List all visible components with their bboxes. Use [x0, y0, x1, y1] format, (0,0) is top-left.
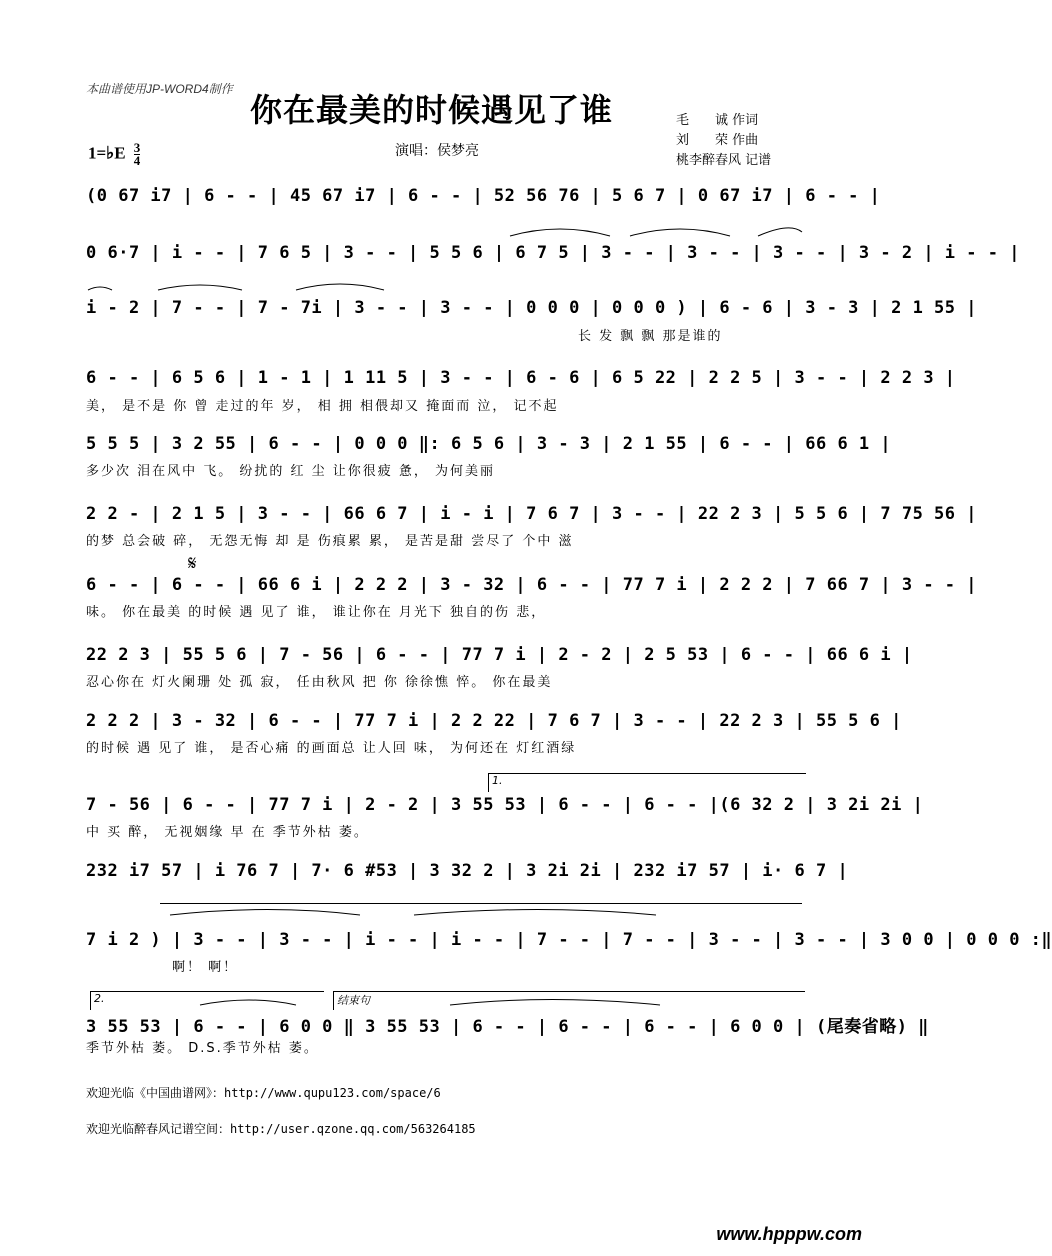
time-signature [134, 142, 141, 167]
score-line-5: 5 5 5 | 3 2 55 | 6 - - | 0 0 0 ‖: 6 5 6 | 3 - 3 | 2 1 55 | 6 - - | 66 6 1 | [86, 434, 892, 454]
score-line-11: 232 i7 57 | i 76 7 | 7· 6 #53 | 3 32 2 | 3 2i 2i | 232 i7 57 | i· 6 7 | [86, 861, 849, 881]
footer-link-2-url[interactable]: http://user.qzone.qq.com/563264185 [230, 1122, 476, 1136]
lyric-line-5: 多少次 泪在风中 飞。 纷扰的 红 尘 让你很疲 惫， 为何美丽 [86, 464, 496, 479]
footer-link-2-prefix: 欢迎光临醉春风记谱空间： [86, 1122, 231, 1136]
footer-link-1-url[interactable]: http://www.qupu123.com/space/6 [224, 1086, 441, 1100]
score-line-8: 22 2 3 | 55 5 6 | 7 - 56 | 6 - - | 77 7 i | 2 - 2 | 2 5 53 | 6 - - | 66 6 i | [86, 645, 913, 665]
tie-arc [296, 284, 384, 290]
tie-arc [170, 910, 360, 916]
key-label: 1=♭E [88, 143, 126, 163]
segno-sign: 𝄋 [188, 551, 197, 575]
key-signature [88, 142, 140, 167]
tie-arc [414, 910, 656, 916]
tie-arc [510, 229, 610, 236]
score-line-2: 0 6·7 | i - - | 7 6 5 | 3 - - | 5 5 6 | 6 7 5 | 3 - - | 3 - - | 3 - - | 3 - 2 | i - - | [86, 243, 1020, 263]
lyricist-credit: 毛 诚 作词 [676, 113, 759, 128]
lyric-line-12: 啊！ 啊！ [172, 960, 239, 975]
score-line-12: 7 i 2 ) | 3 - - | 3 - - | i - - | i - - | 7 - - | 7 - - | 3 - - | 3 - - | 3 0 0 | 0 0 0 :‖ [86, 930, 1052, 950]
footer-link-2[interactable] [86, 1120, 476, 1137]
volta-2: 2. [90, 991, 324, 1010]
lyric-line-7: 味。 你在最美 的时候 遇 见了 谁， 谁让你在 月光下 独自的伤 悲， [86, 605, 547, 620]
singer-credit: 演唱：侯梦亮 [395, 143, 479, 159]
lyric-line-9: 的时候 遇 见了 谁， 是否心痛 的画面总 让人回 味， 为何还在 灯红酒绿 [86, 741, 577, 756]
tie-arc [158, 285, 242, 290]
tie-arc [630, 229, 730, 236]
site-watermark: www.hpppw.com [716, 1224, 862, 1244]
tie-arc [758, 228, 802, 236]
meter-top: 3 [133, 140, 141, 155]
software-note: 本曲谱使用JP-WORD4制作 [86, 82, 233, 96]
transcriber-credit: 桃李醉春风 记谱 [676, 153, 772, 168]
score-line-6: 2 2 - | 2 1 5 | 3 - - | 66 6 7 | i - i | 7 6 7 | 3 - - | 22 2 3 | 5 5 6 | 7 75 56 | [86, 504, 977, 524]
lyric-line-4: 美， 是不是 你 曾 走过的年 岁， 相 拥 相偎却又 掩面而 泣， 记不起 [86, 399, 559, 414]
score-line-1: (0 67 i7 | 6 - - | 45 67 i7 | 6 - - | 52 56 76 | 5 6 7 | 0 67 i7 | 6 - - | [86, 186, 881, 206]
meter-bottom: 4 [133, 153, 141, 168]
lyric-line-10: 中 买 醉， 无视姻缘 早 在 季节外枯 萎。 [86, 825, 369, 840]
lyric-line-6: 的梦 总会破 碎， 无怨无悔 却 是 伤痕累 累， 是苦是甜 尝尽了 个中 滋 [86, 534, 574, 549]
score-line-9: 2 2 2 | 3 - 32 | 6 - - | 77 7 i | 2 2 22 | 7 6 7 | 3 - - | 22 2 3 | 55 5 6 | [86, 711, 902, 731]
ending-label: 结束句 [333, 991, 805, 1010]
composer-credit: 刘 荣 作曲 [676, 133, 759, 148]
lyric-line-13: 季节外枯 萎。 D.S.季节外枯 萎。 [86, 1041, 319, 1056]
score-line-13: 3 55 53 | 6 - - | 6 0 0 ‖ 3 55 53 | 6 - - | 6 - - | 6 - - | 6 0 0 | (尾奏省略) ‖ [86, 1017, 929, 1037]
footer-link-1-prefix: 欢迎光临《中国曲谱网》： [86, 1086, 225, 1100]
volta-1: 1. [488, 773, 806, 792]
score-line-3: i - 2 | 7 - - | 7 - 7i | 3 - - | 3 - - | 0 0 0 | 0 0 0 ) | 6 - 6 | 3 - 3 | 2 1 55 | [86, 298, 977, 318]
tie-arc [88, 287, 112, 290]
score-line-7: 6 - - | 6 - - | 66 6 i | 2 2 2 | 3 - 32 | 6 - - | 77 7 i | 2 2 2 | 7 66 7 | 3 - - | [86, 575, 977, 595]
score-line-4: 6 - - | 6 5 6 | 1 - 1 | 1 11 5 | 3 - - | 6 - 6 | 6 5 22 | 2 2 5 | 3 - - | 2 2 3 | [86, 368, 956, 388]
footer-link-1[interactable] [86, 1084, 441, 1101]
lyric-line-8: 忍心你在 灯火阑珊 处 孤 寂， 任由秋风 把 你 徐徐憔 悴。 你在最美 [86, 675, 553, 690]
lyric-line-3: 长 发 飘 飘 那是谁的 [578, 329, 723, 344]
volta-1-continuation [160, 903, 802, 904]
score-line-10: 7 - 56 | 6 - - | 77 7 i | 2 - 2 | 3 55 53 | 6 - - | 6 - - |(6 32 2 | 3 2i 2i | [86, 795, 924, 815]
song-title: 你在最美的时候遇见了谁 [250, 91, 614, 129]
